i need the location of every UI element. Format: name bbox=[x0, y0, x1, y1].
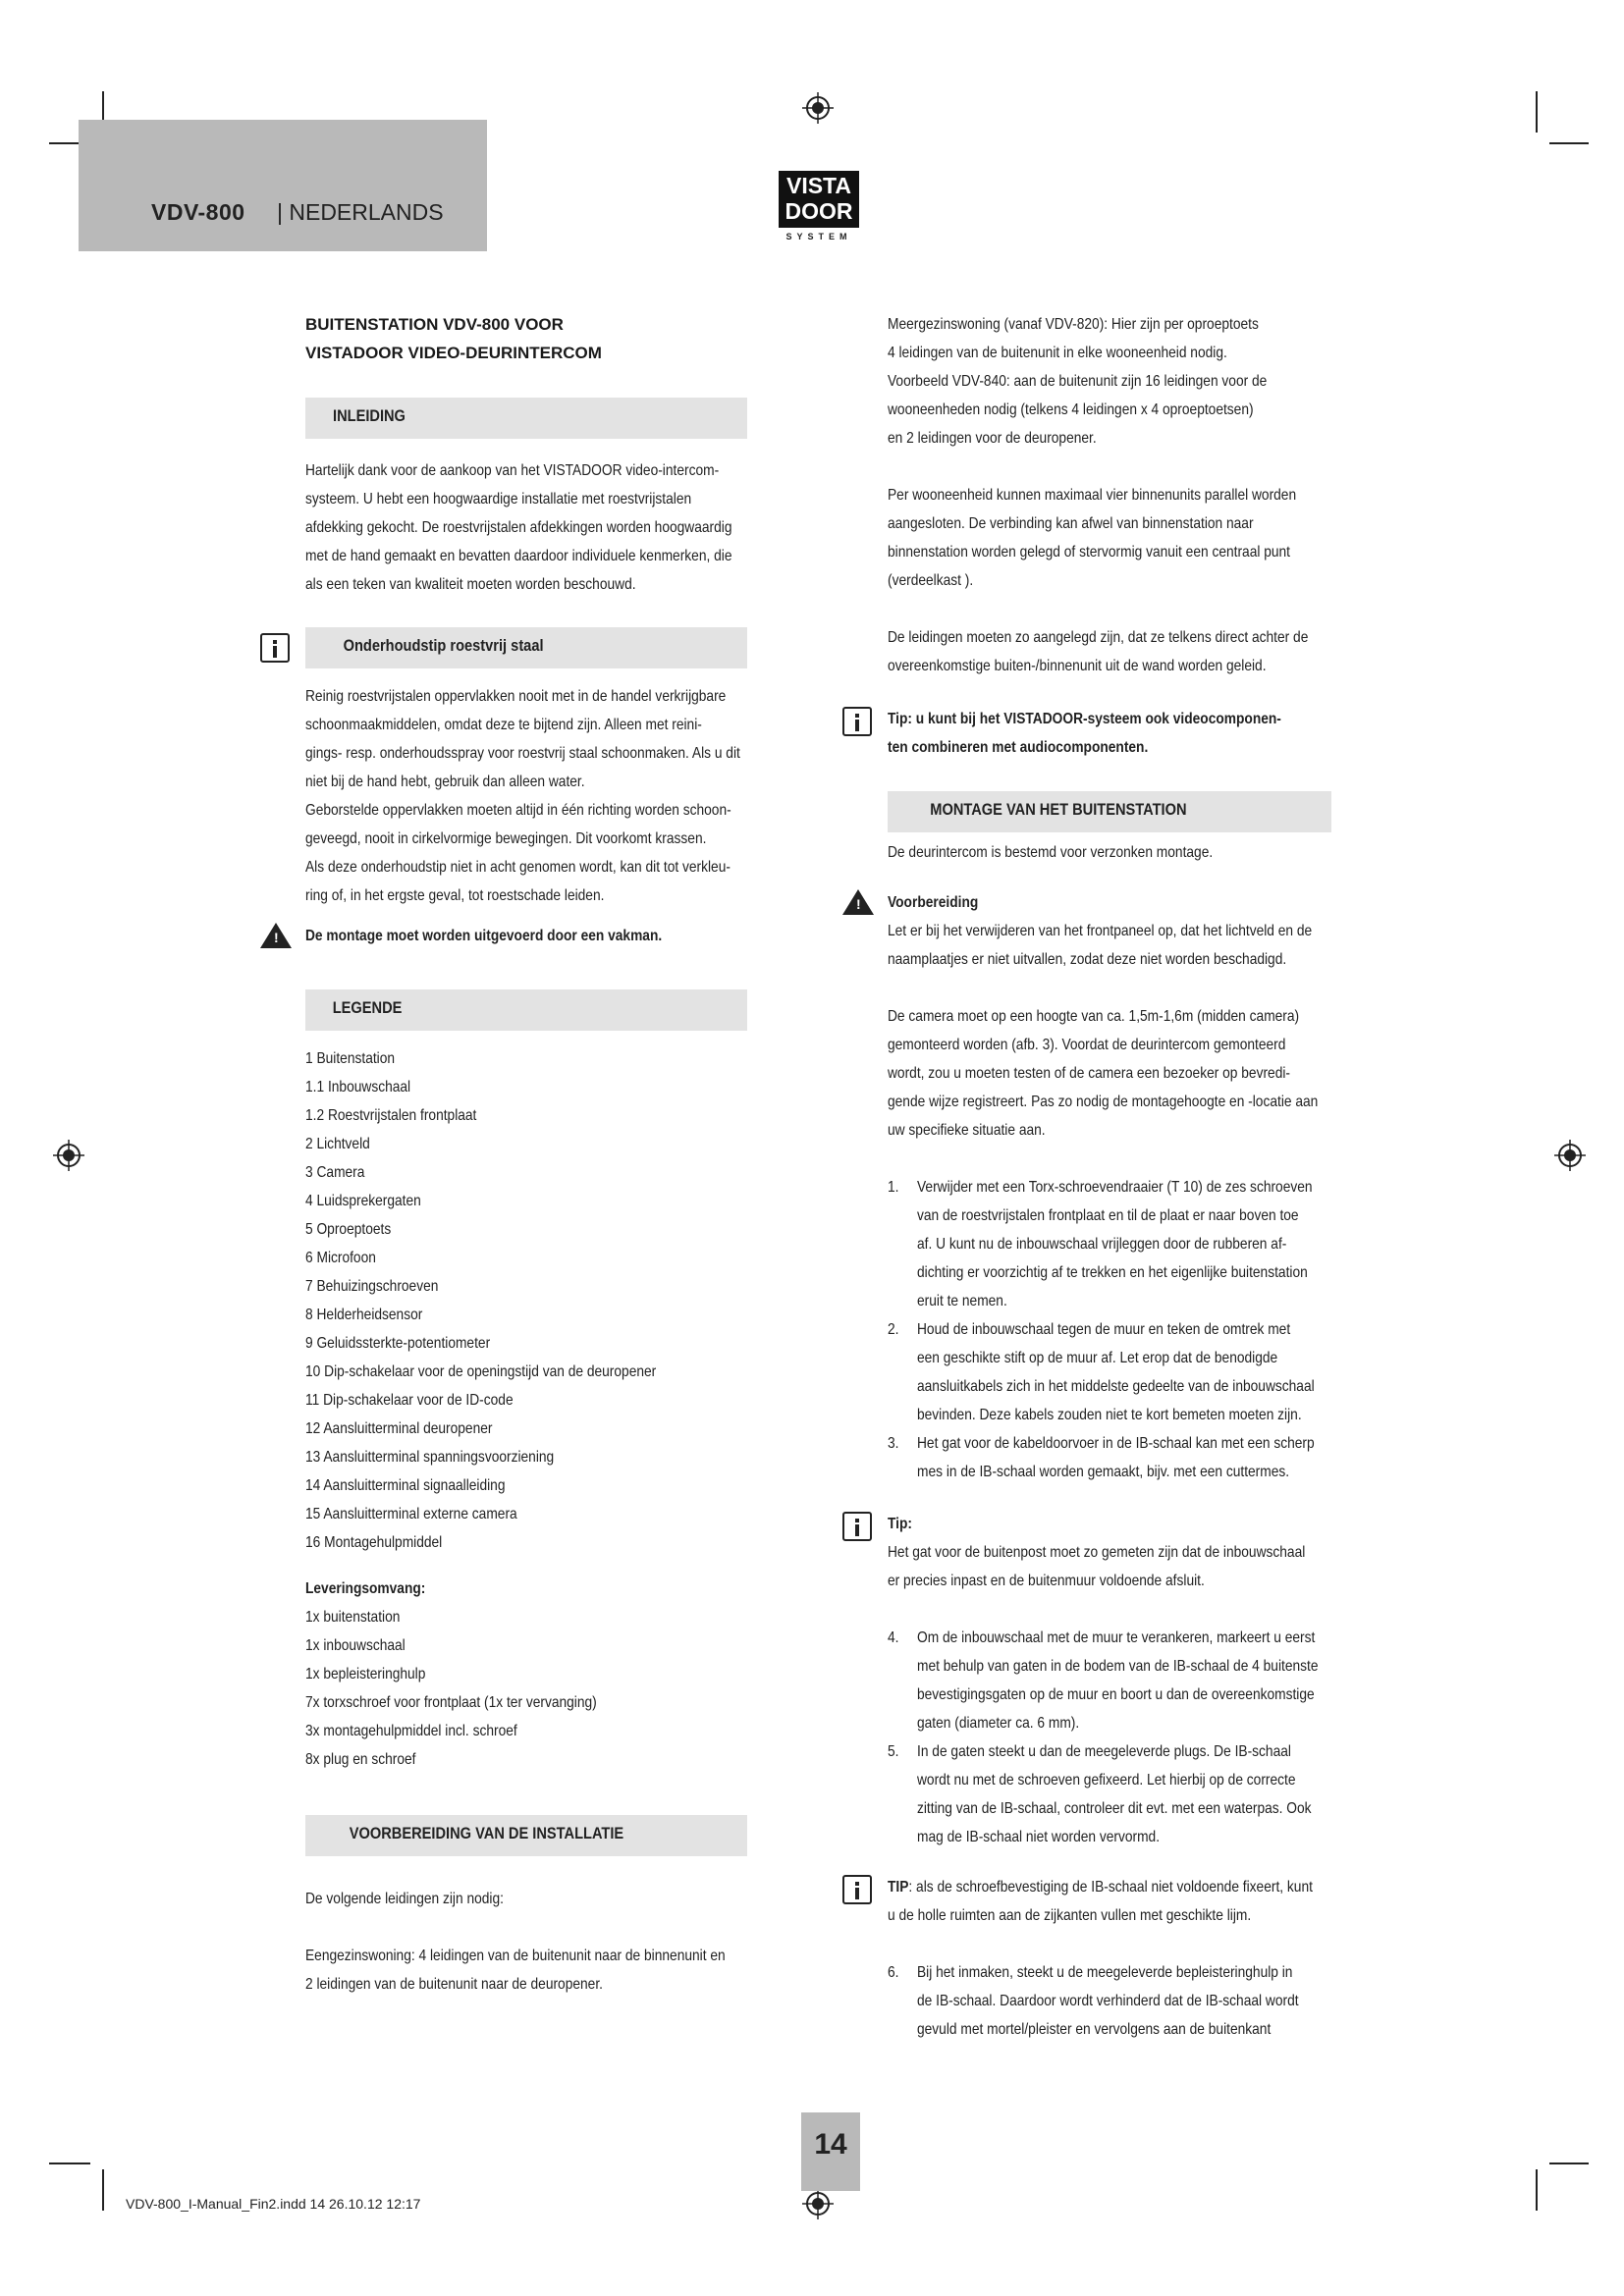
meergezins-line: wooneenheden nodig (telkens 4 leidingen x 4 oproeptoetsen) bbox=[888, 401, 1254, 418]
steps-list-1-3 bbox=[888, 1173, 1331, 1486]
camera-line: wordt, zou u moeten testen of de camera een bezoeker op bevredi- bbox=[888, 1065, 1290, 1082]
tip-line: er precies inpast en de buitenmuur voldoende afsluit. bbox=[888, 1573, 1205, 1589]
camera-line: uw specifieke situatie aan. bbox=[888, 1122, 1046, 1139]
step-number: 6. bbox=[888, 1964, 899, 1981]
meergezins-line: en 2 leidingen voor de deuropener. bbox=[888, 430, 1097, 447]
list-item bbox=[888, 1958, 1331, 2044]
legende-item: 2 Lichtveld bbox=[305, 1136, 370, 1152]
logo-text-system: SYSTEM bbox=[785, 232, 852, 241]
step-text-line: gaten (diameter ca. 6 mm). bbox=[917, 1715, 1080, 1732]
step-text-line: gevuld met mortel/pleister en vervolgens aan de buitenkant bbox=[917, 2021, 1272, 2038]
section-heading-onderhoud: Onderhoudstip roestvrij staal bbox=[305, 627, 747, 668]
eengezins-line: 2 leidingen van de buitenunit naar de deuropener. bbox=[305, 1976, 603, 1993]
document-title-line: BUITENSTATION VDV-800 VOOR bbox=[305, 315, 564, 334]
step-text-line: In de gaten steekt u dan de meegeleverde plugs. De IB-schaal bbox=[917, 1743, 1291, 1760]
meergezins-line: 4 leidingen van de buitenunit in elke wooneenheid nodig. bbox=[888, 345, 1227, 361]
wooneenheid-text bbox=[888, 481, 1331, 595]
voorbereiding-line: naamplaatjes er niet uitvallen, zodat deze niet worden beschadigd. bbox=[888, 951, 1287, 968]
steps-list-4-5 bbox=[888, 1624, 1331, 1851]
legende-item: 7 Behuizingschroeven bbox=[305, 1278, 439, 1295]
step-text-line: af. U kunt nu de inbouwschaal vrijleggen door de rubberen af- bbox=[917, 1236, 1287, 1253]
legende-item: 15 Aansluitterminal externe camera bbox=[305, 1506, 517, 1522]
onderhoud-line: ring of, in het ergste geval, tot roestschade leiden. bbox=[305, 887, 605, 904]
legende-item: 1.2 Roestvrijstalen frontplaat bbox=[305, 1107, 477, 1124]
crop-mark bbox=[1549, 142, 1589, 144]
wooneenheid-line: aangesloten. De verbinding kan afwel van binnenstation naar bbox=[888, 515, 1254, 532]
info-icon bbox=[842, 1875, 872, 1904]
legende-item: 1.1 Inbouwschaal bbox=[305, 1079, 411, 1095]
legende-item: 9 Geluidssterkte-potentiometer bbox=[305, 1335, 491, 1352]
step-text-line: de IB-schaal. Daardoor wordt verhinderd dat de IB-schaal wordt bbox=[917, 1993, 1299, 2009]
leidingen-line: De leidingen moeten zo aangelegd zijn, dat ze telkens direct achter de bbox=[888, 629, 1309, 646]
logo-text-door: DOOR bbox=[785, 198, 853, 224]
crop-mark bbox=[102, 2169, 104, 2211]
tip-line: Het gat voor de buitenpost moet zo gemeten zijn dat de inbouwschaal bbox=[888, 1544, 1306, 1561]
info-icon bbox=[842, 1512, 872, 1541]
legende-item: 3 Camera bbox=[305, 1164, 365, 1181]
list-item bbox=[888, 1624, 1331, 1737]
legende-item: 6 Microfoon bbox=[305, 1250, 376, 1266]
onderhoud-line: Reinig roestvrijstalen oppervlakken nooit met in de handel verkrijgbare bbox=[305, 688, 727, 705]
list-item bbox=[888, 1737, 1331, 1851]
levering-heading: Leveringsomvang: bbox=[305, 1580, 426, 1597]
step-text-line: bevinden. Deze kabels zouden niet te kort bemeten moeten zijn. bbox=[917, 1407, 1302, 1423]
legende-item: 4 Luidsprekergaten bbox=[305, 1193, 421, 1209]
inleiding-line: systeem. U hebt een hoogwaardige installatie met roestvrijstalen bbox=[305, 491, 692, 507]
step-number: 2. bbox=[888, 1321, 899, 1338]
step-text-line: Houd de inbouwschaal tegen de muur en teken de omtrek met bbox=[917, 1321, 1291, 1338]
camera-line: gende wijze registreert. Pas zo nodig de montagehoogte en -locatie aan bbox=[888, 1094, 1319, 1110]
meergezins-text bbox=[888, 310, 1331, 453]
inleiding-line: als een teken van kwaliteit moeten worden beschouwd. bbox=[305, 576, 636, 593]
tip-buitenpost-text bbox=[888, 1538, 1331, 1595]
step-number: 1. bbox=[888, 1179, 899, 1196]
page-number: 14 bbox=[814, 2128, 847, 2161]
onderhoud-line: geveegd, nooit in cirkelvormige bewegingen. Dit voorkomt krassen. bbox=[305, 830, 707, 847]
step-text-line: Verwijder met een Torx-schroevendraaier (T 10) de zes schroeven bbox=[917, 1179, 1313, 1196]
tip-videocomponenten bbox=[888, 705, 1331, 762]
levering-item: 1x inbouwschaal bbox=[305, 1637, 406, 1654]
warning-icon: ! bbox=[842, 889, 874, 915]
list-item bbox=[888, 1315, 1331, 1429]
onderhoud-line: schoonmaakmiddelen, omdat deze te bijtend zijn. Alleen met reini- bbox=[305, 717, 702, 733]
onderhoud-line: niet bij de hand hebt, gebruik dan alleen water. bbox=[305, 774, 585, 790]
onderhoud-line: Geborstelde oppervlakken moeten altijd in één richting worden schoon- bbox=[305, 802, 731, 819]
eengezins-line: Eengezinswoning: 4 leidingen van de buitenunit naar de binnenunit en bbox=[305, 1948, 726, 1964]
step-text-line: Het gat voor de kabeldoorvoer in de IB-schaal kan met een scherp bbox=[917, 1435, 1315, 1452]
step-text-line: bevestigingsgaten op de muur en boort u dan de overeenkomstige bbox=[917, 1686, 1315, 1703]
section-heading-inleiding: INLEIDING bbox=[305, 398, 747, 439]
step-number: 3. bbox=[888, 1435, 899, 1452]
meergezins-line: Meergezinswoning (vanaf VDV-820): Hier zijn per oproeptoets bbox=[888, 316, 1259, 333]
legende-item: 11 Dip-schakelaar voor de ID-code bbox=[305, 1392, 514, 1409]
left-column bbox=[274, 310, 747, 1999]
vistadoor-logo bbox=[779, 171, 859, 251]
levering-item: 7x torxschroef voor frontplaat (1x ter vervanging) bbox=[305, 1694, 597, 1711]
section-heading-voorbereiding: VOORBEREIDING VAN DE INSTALLATIE bbox=[305, 1815, 747, 1856]
onderhoud-line: Als deze onderhoudstip niet in acht genomen wordt, kan dit tot verkleu- bbox=[305, 859, 731, 876]
voorbereiding-intro: De volgende leidingen zijn nodig: bbox=[305, 1891, 504, 1907]
section-heading-legende: LEGENDE bbox=[305, 989, 747, 1031]
voorbereiding-text bbox=[888, 917, 1331, 974]
registration-mark-icon bbox=[801, 2187, 835, 2220]
legende-item: 1 Buitenstation bbox=[305, 1050, 396, 1067]
document-title-line: VISTADOOR VIDEO-DEURINTERCOM bbox=[305, 344, 602, 362]
wooneenheid-line: (verdeelkast ). bbox=[888, 572, 974, 589]
inleiding-line: afdekking gekocht. De roestvrijstalen afdekkingen worden hoogwaardig bbox=[305, 519, 732, 536]
camera-line: De camera moet op een hoogte van ca. 1,5m-1,6m (midden camera) bbox=[888, 1008, 1300, 1025]
levering-item: 8x plug en schroef bbox=[305, 1751, 416, 1768]
step-text-line: eruit te nemen. bbox=[917, 1293, 1007, 1309]
right-column bbox=[856, 310, 1331, 2044]
voorbereiding-line: Let er bij het verwijderen van het frontpaneel op, dat het lichtveld en de bbox=[888, 923, 1313, 939]
levering-item: 1x bepleisteringhulp bbox=[305, 1666, 426, 1682]
levering-item: 3x montagehulpmiddel incl. schroef bbox=[305, 1723, 517, 1739]
step-text-line: Bij het inmaken, steekt u de meegeleverde bepleisteringhulp in bbox=[917, 1964, 1293, 1981]
legende-item: 14 Aansluitterminal signaalleiding bbox=[305, 1477, 506, 1494]
eengezins-text bbox=[305, 1942, 747, 1999]
meergezins-line: Voorbeeld VDV-840: aan de buitenunit zijn 16 leidingen voor de bbox=[888, 373, 1268, 390]
inleiding-line: Hartelijk dank voor de aankoop van het VISTADOOR video-intercom- bbox=[305, 462, 720, 479]
onderhoud-text bbox=[305, 682, 747, 910]
legende-item: 8 Helderheidsensor bbox=[305, 1307, 423, 1323]
registration-mark-icon bbox=[801, 91, 835, 125]
tip-line: ten combineren met audiocomponenten. bbox=[888, 739, 1149, 756]
footer-file-info: VDV-800_I-Manual_Fin2.indd 14 26.10.12 12:17 bbox=[126, 2196, 421, 2212]
step-text-line: zitting van de IB-schaal, controleer dit evt. met een waterpas. Ook bbox=[917, 1800, 1312, 1817]
crop-mark bbox=[1549, 2163, 1589, 2164]
tip-lijm-line bbox=[888, 1873, 1313, 1901]
legende-item: 16 Montagehulpmiddel bbox=[305, 1534, 443, 1551]
tip-lijm-line-2: u de holle ruimten aan de zijkanten vullen met geschikte lijm. bbox=[888, 1907, 1252, 1924]
step-number: 4. bbox=[888, 1629, 899, 1646]
tip-line: Tip: u kunt bij het VISTADOOR-systeem ook videocomponen- bbox=[888, 711, 1281, 727]
registration-mark-icon bbox=[52, 1139, 85, 1172]
step-text-line: mes in de IB-schaal worden gemaakt, bijv. met een cuttermes. bbox=[917, 1464, 1290, 1480]
crop-mark bbox=[49, 2163, 90, 2164]
logo-text-vista: VISTA bbox=[785, 173, 852, 198]
step-text-line: aansluitkabels zich in het middelste gedeelte van de inbouwschaal bbox=[917, 1378, 1315, 1395]
legende-item: 10 Dip-schakelaar voor de openingstijd van de deuropener bbox=[305, 1363, 657, 1380]
leidingen-text bbox=[888, 623, 1331, 680]
warning-icon: ! bbox=[260, 923, 292, 948]
registration-mark-icon bbox=[1553, 1139, 1587, 1172]
crop-mark bbox=[1536, 2169, 1538, 2211]
steps-list-6 bbox=[888, 1958, 1331, 2044]
montage-intro: De deurintercom is bestemd voor verzonken montage. bbox=[888, 844, 1214, 861]
wooneenheid-line: Per wooneenheid kunnen maximaal vier binnenunits parallel worden bbox=[888, 487, 1297, 504]
step-text-line: dichting er voorzichtig af te trekken en het eigenlijke buitenstation bbox=[917, 1264, 1308, 1281]
language-label: | NEDERLANDS bbox=[277, 199, 444, 225]
step-text-line: met behulp van gaten in de bodem van de IB-schaal de 4 buitenste bbox=[917, 1658, 1319, 1675]
step-text-line: wordt nu met de schroeven gefixeerd. Let hierbij op de correcte bbox=[917, 1772, 1296, 1789]
camera-text bbox=[888, 1002, 1331, 1145]
tip-lijm-text: : als de schroefbevestiging de IB-schaal niet voldoende fixeert, kunt bbox=[908, 1879, 1313, 1896]
voorbereiding-heading: Voorbereiding bbox=[888, 894, 979, 911]
header-band bbox=[79, 120, 487, 251]
onderhoud-line: gings- resp. onderhoudsspray voor roestvrij staal schoonmaken. Als u dit bbox=[305, 745, 740, 762]
tip-lijm-label: TIP bbox=[888, 1879, 909, 1896]
step-text-line: mag de IB-schaal niet worden vervormd. bbox=[917, 1829, 1161, 1845]
info-icon bbox=[842, 707, 872, 736]
step-text-line: een geschikte stift op de muur af. Let erop dat de benodigde bbox=[917, 1350, 1278, 1366]
tip-label: Tip: bbox=[888, 1516, 912, 1532]
levering-item: 1x buitenstation bbox=[305, 1609, 401, 1626]
legende-item: 13 Aansluitterminal spanningsvoorziening bbox=[305, 1449, 555, 1466]
legende-list bbox=[305, 1044, 747, 1557]
inleiding-text bbox=[305, 456, 747, 599]
model-name: VDV-800 bbox=[151, 199, 245, 225]
inleiding-line: met de hand gemaakt en bevatten daardoor individuele kenmerken, die bbox=[305, 548, 732, 564]
crop-mark bbox=[1536, 91, 1538, 133]
list-item bbox=[888, 1429, 1331, 1486]
legende-item: 12 Aansluitterminal deuropener bbox=[305, 1420, 493, 1437]
step-text-line: van de roestvrijstalen frontplaat en til de plaat er naar boven toe bbox=[917, 1207, 1299, 1224]
info-icon bbox=[260, 633, 290, 663]
levering-list bbox=[305, 1603, 747, 1774]
camera-line: gemonteerd worden (afb. 3). Voordat de deurintercom gemonteerd bbox=[888, 1037, 1286, 1053]
leidingen-line: overeenkomstige buiten-/binnenunit uit de wand worden geleid. bbox=[888, 658, 1267, 674]
warning-text: De montage moet worden uitgevoerd door een vakman. bbox=[305, 928, 663, 944]
list-item bbox=[888, 1173, 1331, 1315]
step-text-line: Om de inbouwschaal met de muur te verankeren, markeert u eerst bbox=[917, 1629, 1316, 1646]
section-heading-montage: MONTAGE VAN HET BUITENSTATION bbox=[888, 791, 1331, 832]
legende-item: 5 Oproeptoets bbox=[305, 1221, 392, 1238]
step-number: 5. bbox=[888, 1743, 899, 1760]
wooneenheid-line: binnenstation worden gelegd of stervormig vanuit een centraal punt bbox=[888, 544, 1291, 561]
